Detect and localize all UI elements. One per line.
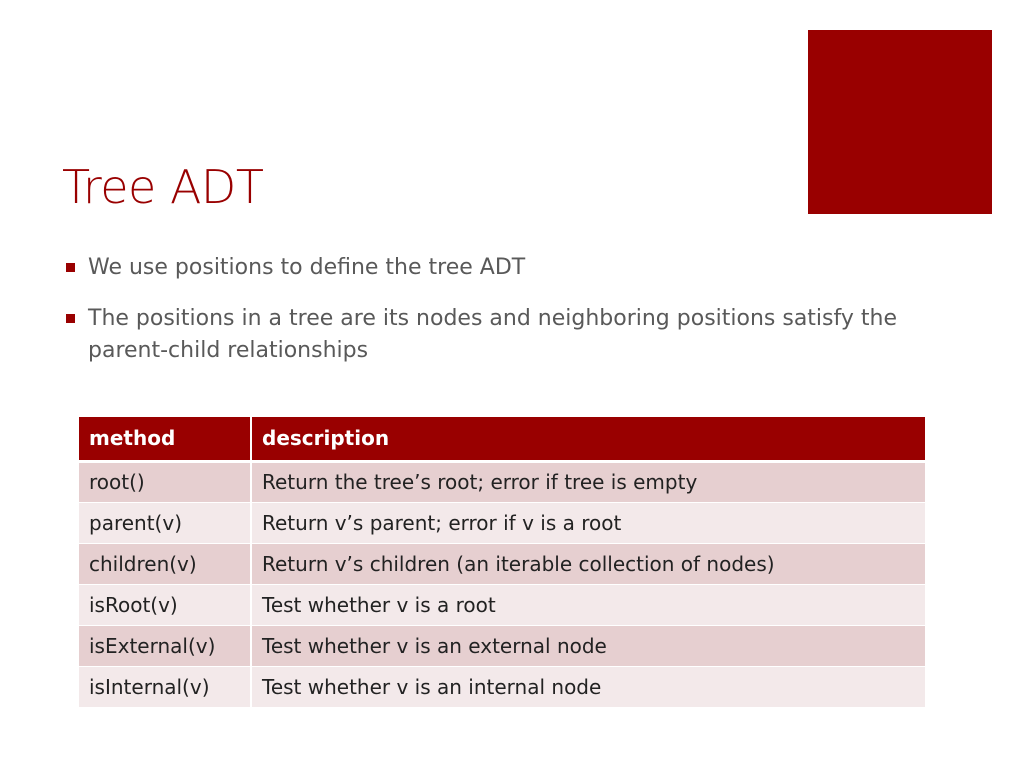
table-row [79, 543, 925, 584]
description-cell: Return the tree’s root; error if tree is empty [251, 461, 925, 502]
bullet-text: The positions in a tree are its nodes and neighboring positions satisfy the parent-child relationships [88, 306, 897, 363]
table-row [79, 461, 925, 502]
square-bullet-icon [66, 314, 75, 323]
method-cell: children(v) [79, 543, 251, 584]
table-row [79, 502, 925, 543]
table-row [79, 666, 925, 707]
square-bullet-icon [66, 263, 75, 272]
method-cell: isRoot(v) [79, 584, 251, 625]
method-cell: isInternal(v) [79, 666, 251, 707]
description-cell: Return v’s children (an iterable collection of nodes) [251, 543, 925, 584]
description-cell: Test whether v is a root [251, 584, 925, 625]
bullet-list [64, 252, 944, 386]
table-header-row [79, 417, 925, 461]
method-cell: root() [79, 461, 251, 502]
header-description: description [251, 417, 925, 461]
bullet-text: We use positions to define the tree ADT [88, 255, 526, 280]
method-cell: isExternal(v) [79, 625, 251, 666]
accent-block [808, 30, 992, 214]
header-method: method [79, 417, 251, 461]
slide-title: Tree ADT [62, 160, 264, 214]
table-row [79, 625, 925, 666]
description-cell: Return v’s parent; error if v is a root [251, 502, 925, 543]
description-cell: Test whether v is an internal node [251, 666, 925, 707]
method-cell: parent(v) [79, 502, 251, 543]
method-table [79, 417, 925, 707]
table-row [79, 584, 925, 625]
bullet-item [64, 252, 944, 284]
description-cell: Test whether v is an external node [251, 625, 925, 666]
bullet-item [64, 303, 944, 367]
